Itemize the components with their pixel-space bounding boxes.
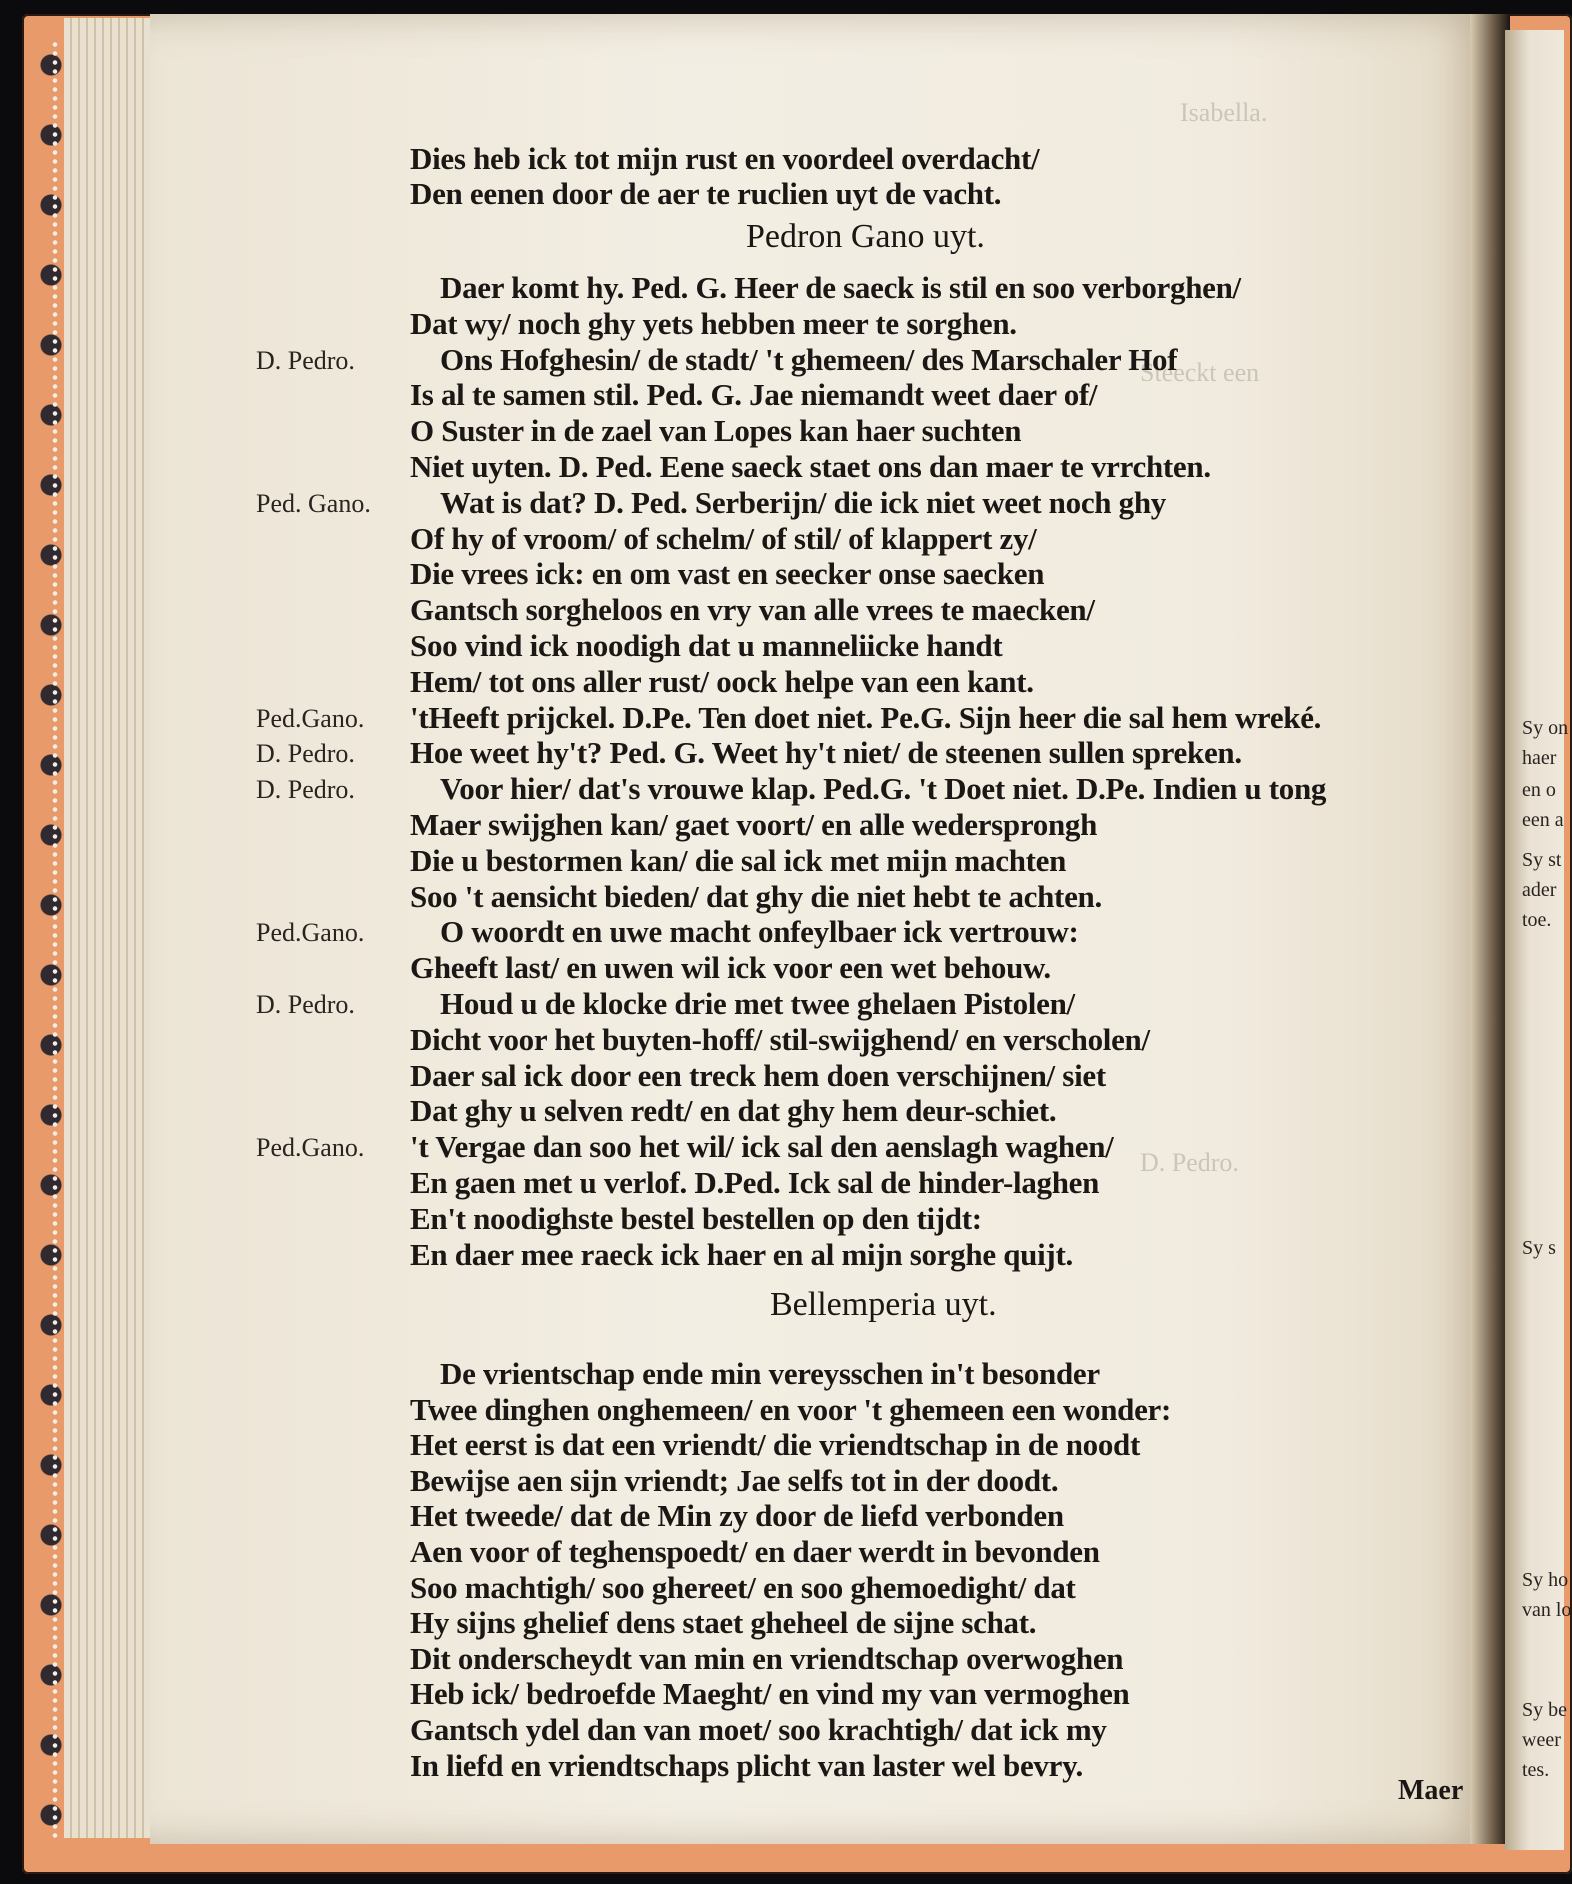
speaker-label: D. Pedro. bbox=[256, 346, 355, 375]
dialogue-line: Gheeft last/ en uwen wil ick voor een wet behouw. bbox=[410, 950, 1051, 985]
facing-page-fragment: Sy on bbox=[1522, 717, 1569, 739]
facing-page-fragment: ader bbox=[1522, 879, 1557, 901]
dialogue-line: Ons Hofghesin/ de stadt/ 't ghemeen/ des Marschaler Hof bbox=[440, 342, 1178, 377]
dialogue-line: En daer mee raeck ick haer en al mijn sorghe quijt. bbox=[410, 1237, 1073, 1272]
dialogue-line: Dat wy/ noch ghy yets hebben meer te sorghen. bbox=[410, 306, 1017, 341]
dialogue-line: Die u bestormen kan/ die sal ick met mijn machten bbox=[410, 843, 1067, 878]
dialogue-line: Daer komt hy. Ped. G. Heer de saeck is stil en soo verborghen/ bbox=[440, 270, 1241, 305]
section-heading: Bellemperia uyt. bbox=[770, 1286, 997, 1323]
dialogue-line: O woordt en uwe macht onfeylbaer ick vertrouw: bbox=[440, 914, 1079, 949]
dialogue-line: Dicht voor het buyten-hoff/ stil-swijghend/ en verscholen/ bbox=[410, 1022, 1150, 1057]
dialogue-line: Is al te samen stil. Ped. G. Jae niemandt weet daer of/ bbox=[410, 377, 1098, 412]
dialogue-line: O Suster in de zael van Lopes kan haer suchten bbox=[410, 413, 1022, 448]
speaker-label: Ped.Gano. bbox=[256, 704, 365, 733]
monologue-line: Gantsch ydel dan van moet/ soo krachtigh/ dat ick my bbox=[410, 1712, 1107, 1747]
cover-stitching bbox=[52, 40, 58, 1840]
dialogue-line: Soo 't aensicht bieden/ dat ghy die niet hebt te achten. bbox=[410, 879, 1102, 914]
monologue-line: Soo machtigh/ soo ghereet/ en soo ghemoedight/ dat bbox=[410, 1570, 1076, 1605]
dialogue-line: Voor hier/ dat's vrouwe klap. Ped.G. 't Doet niet. D.Pe. Indien u tong bbox=[440, 771, 1327, 806]
facing-page-fragment: Sy st bbox=[1522, 849, 1562, 871]
facing-page-fragment: weer bbox=[1522, 1729, 1561, 1751]
dialogue-line: Soo vind ick noodigh dat u manneliicke handt bbox=[410, 628, 1003, 663]
dialogue-line: En gaen met u verlof. D.Ped. Ick sal de hinder-laghen bbox=[410, 1165, 1100, 1200]
monologue-line: In liefd en vriendtschaps plicht van laster wel bevry. bbox=[410, 1748, 1084, 1783]
speaker-label: Ped.Gano. bbox=[256, 1133, 365, 1162]
verse-line: Den eenen door de aer te ruclien uyt de vacht. bbox=[410, 176, 1002, 211]
facing-page-fragment: een a bbox=[1522, 809, 1564, 831]
dialogue-line: Dat ghy u selven redt/ en dat ghy hem deur-schiet. bbox=[410, 1093, 1057, 1128]
monologue-line: Het eerst is dat een vriendt/ die vriendtschap in de noodt bbox=[410, 1427, 1141, 1462]
facing-page-fragment: Sy be bbox=[1522, 1699, 1567, 1721]
speaker-label: Ped. Gano. bbox=[256, 489, 371, 518]
facing-page-fragment: haer bbox=[1522, 747, 1557, 769]
verse-line: Dies heb ick tot mijn rust en voordeel overdacht/ bbox=[410, 141, 1040, 176]
monologue-line: Heb ick/ bedroefde Maeght/ en vind my van vermoghen bbox=[410, 1676, 1130, 1711]
dialogue-line: 'tHeeft prijckel. D.Pe. Ten doet niet. Pe.G. Sijn heer die sal hem wreké. bbox=[410, 700, 1322, 735]
facing-page-fragment: Sy s bbox=[1522, 1237, 1556, 1259]
facing-page-fragment: tes. bbox=[1522, 1759, 1550, 1781]
monologue-line: Hy sijns ghelief dens staet gheheel de sijne schat. bbox=[410, 1605, 1037, 1640]
show-through-text: Isabella. bbox=[1180, 98, 1268, 127]
book-gutter bbox=[1470, 14, 1510, 1844]
facing-page-fragment: van lo bbox=[1522, 1599, 1572, 1621]
facing-page-fragment: Sy ho bbox=[1522, 1569, 1569, 1591]
section-heading: Pedron Gano uyt. bbox=[746, 218, 985, 255]
monologue-line: Bewijse aen sijn vriendt; Jae selfs tot in der doodt. bbox=[410, 1463, 1059, 1498]
speaker-label: Ped.Gano. bbox=[256, 918, 365, 947]
dialogue-line: En't noodighste bestel bestellen op den tijdt: bbox=[410, 1201, 982, 1236]
facing-page-fragment: toe. bbox=[1522, 909, 1552, 931]
show-through-text: D. Pedro. bbox=[1140, 1148, 1239, 1177]
dialogue-line: Gantsch sorgheloos en vry van alle vrees te maecken/ bbox=[410, 592, 1095, 627]
dialogue-line: Niet uyten. D. Ped. Eene saeck staet ons dan maer te vrrchten. bbox=[410, 449, 1211, 484]
monologue-line: Aen voor of teghenspoedt/ en daer werdt in bevonden bbox=[410, 1534, 1100, 1569]
dialogue-line: Houd u de klocke drie met twee ghelaen Pistolen/ bbox=[440, 986, 1075, 1021]
dialogue-line: Die vrees ick: en om vast en seecker onse saecken bbox=[410, 556, 1045, 591]
catchword: Maer bbox=[1398, 1775, 1464, 1806]
dialogue-line: Daer sal ick door een treck hem doen verschijnen/ siet bbox=[410, 1058, 1106, 1093]
monologue-line: De vrientschap ende min vereysschen in't besonder bbox=[440, 1356, 1100, 1391]
dialogue-line: 't Vergae dan soo het wil/ ick sal den aenslagh waghen/ bbox=[410, 1129, 1114, 1164]
monologue-line: Twee dinghen onghemeen/ en voor 't ghemeen een wonder: bbox=[410, 1392, 1172, 1427]
monologue-line: Het tweede/ dat de Min zy door de liefd verbonden bbox=[410, 1498, 1064, 1533]
dialogue-line: Wat is dat? D. Ped. Serberijn/ die ick niet weet noch ghy bbox=[440, 485, 1167, 520]
dialogue-line: Maer swijghen kan/ gaet voort/ en alle wedersprongh bbox=[410, 807, 1098, 842]
show-through-text: Steeckt een bbox=[1140, 358, 1260, 387]
dialogue-line: Of hy of vroom/ of schelm/ of stil/ of klappert zy/ bbox=[410, 521, 1037, 556]
monologue-line: Dit onderscheydt van min en vriendtschap overwoghen bbox=[410, 1641, 1124, 1676]
speaker-label: D. Pedro. bbox=[256, 990, 355, 1019]
facing-page-fragment: en o bbox=[1522, 779, 1556, 801]
dialogue-line: Hem/ tot ons aller rust/ oock helpe van een kant. bbox=[410, 664, 1034, 699]
dialogue-line: Hoe weet hy't? Ped. G. Weet hy't niet/ de steenen sullen spreken. bbox=[410, 735, 1242, 770]
speaker-label: D. Pedro. bbox=[256, 775, 355, 804]
speaker-label: D. Pedro. bbox=[256, 739, 355, 768]
